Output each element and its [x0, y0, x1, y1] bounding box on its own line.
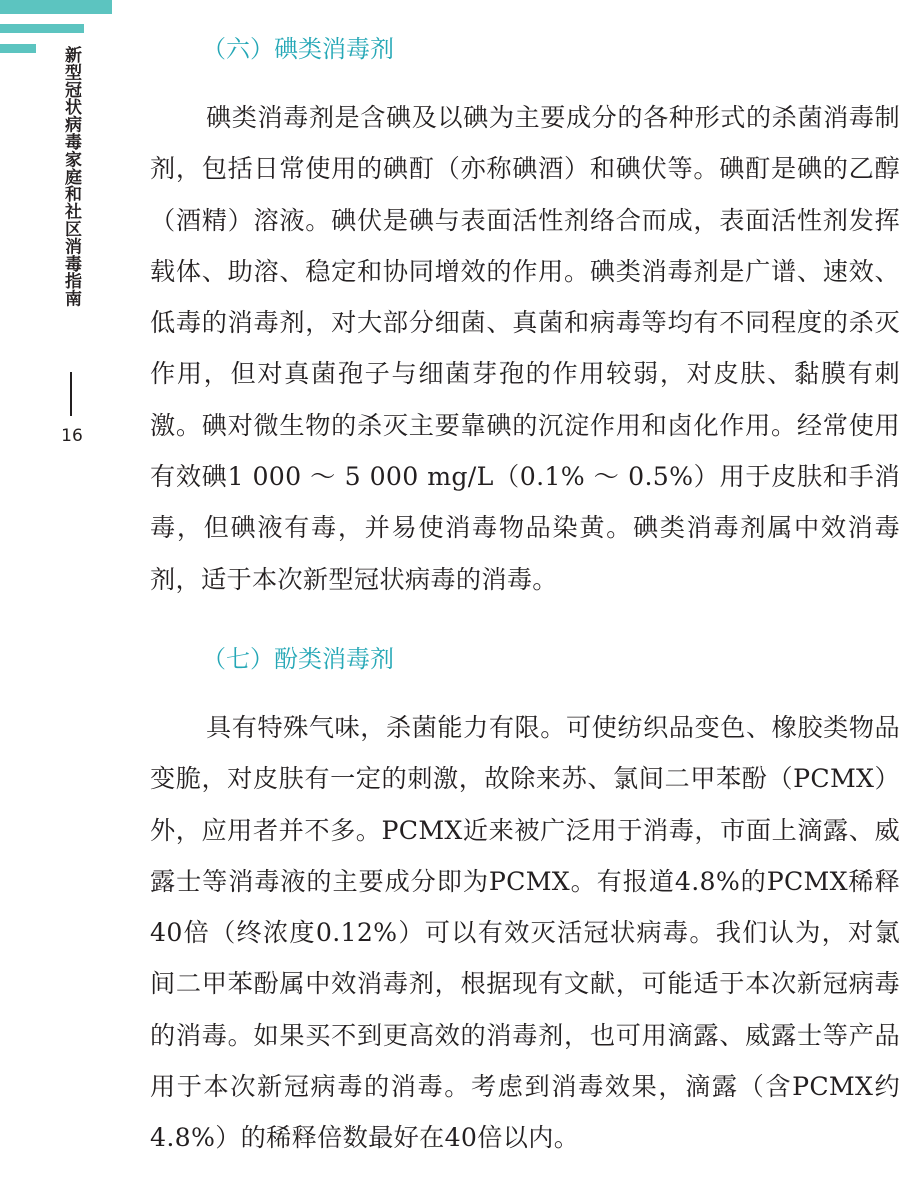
page-number: 16: [61, 426, 83, 446]
section-paragraph-iodine: 碘类消毒剂是含碘及以碘为主要成分的各种形式的杀菌消毒制剂，包括日常使用的碘酊（亦称碘酒）和碘伏等。碘酊是碘的乙醇（酒精）溶液。碘伏是碘与表面活性剂络合而成，表面活性剂发挥载体、助溶、稳定和协同增效的作用。碘类消毒剂是广谱、速效、低毒的消毒剂，对大部分细菌、真菌和病毒等均有不同程度的杀灭作用，但对真菌孢子与细菌芽孢的作用较弱，对皮肤、黏膜有刺激。碘对微生物的杀灭主要靠碘的沉淀作用和卤化作用。经常使用有效碘1 000 ～ 5 000 mg/L（0.1% ～ 0.5%）用于皮肤和手消毒，但碘液有毒，并易使消毒物品染黄。碘类消毒剂属中效消毒剂，适于本次新型冠状病毒的消毒。: [150, 103, 900, 594]
section-heading-phenol: （七）酚类消毒剂: [202, 645, 394, 673]
header-accent-bar-middle: [0, 24, 84, 33]
section-heading-iodine: （六）碘类消毒剂: [202, 35, 394, 63]
running-head-divider: [70, 372, 72, 416]
running-head-book-title: 新型冠状病毒家庭和社区消毒指南: [61, 46, 81, 307]
header-accent-bar-top: [0, 0, 112, 14]
header-accent-bar-bottom: [0, 44, 36, 53]
section-paragraph-phenol: 具有特殊气味，杀菌能力有限。可使纺织品变色、橡胶类物品变脆，对皮肤有一定的刺激，故除来苏、氯间二甲苯酚（PCMX）外，应用者并不多。PCMX近来被广泛用于消毒，市面上滴露、威露士等消毒液的主要成分即为PCMX。有报道4.8%的PCMX稀释40倍（终浓度0.12%）可以有效灭活冠状病毒。我们认为，对氯间二甲苯酚属中效消毒剂，根据现有文献，可能适于本次新冠病毒的消毒。如果买不到更高效的消毒剂，也可用滴露、威露士等产品用于本次新冠病毒的消毒。考虑到消毒效果，滴露（含PCMX约4.8%）的稀释倍数最好在40倍以内。: [150, 713, 900, 1153]
